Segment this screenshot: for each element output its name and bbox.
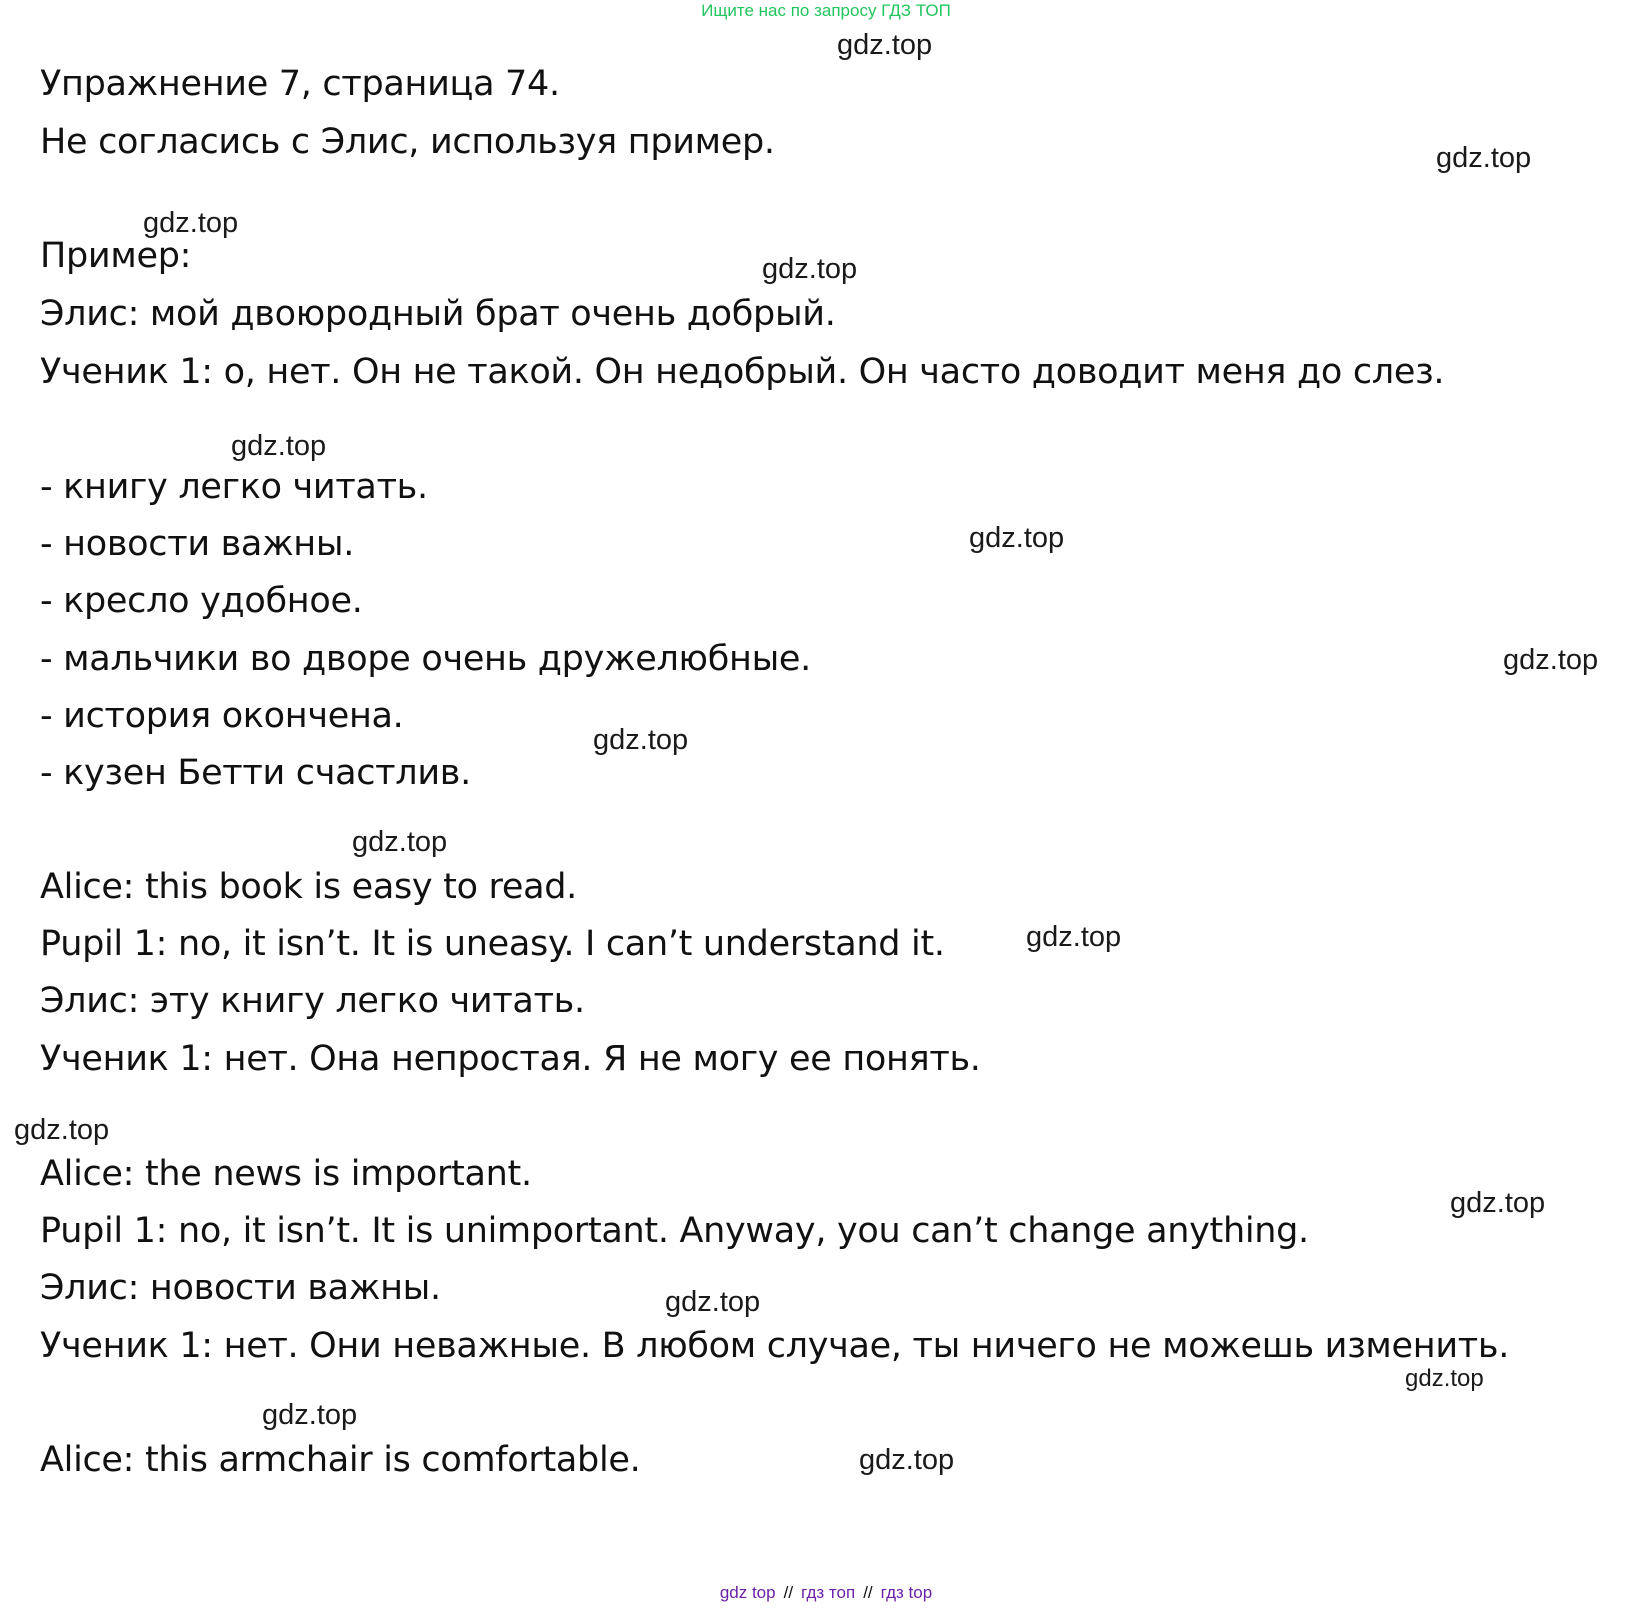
prompt-item: - книгу легко читать.	[40, 467, 428, 507]
example-line: Ученик 1: о, нет. Он не такой. Он недобрый. Он часто доводит меня до слез.	[40, 352, 1445, 392]
watermark: gdz.top	[1405, 1365, 1484, 1392]
search-hint-banner: Ищите нас по запросу ГДЗ ТОП	[701, 1, 951, 20]
watermark: gdz.top	[1450, 1187, 1546, 1219]
watermark: gdz.top	[969, 522, 1065, 554]
watermark: gdz.top	[1026, 921, 1122, 953]
watermark: gdz.top	[143, 207, 239, 239]
answer-line: Ученик 1: нет. Они неважные. В любом случае, ты ничего не можешь изменить.	[40, 1326, 1510, 1366]
watermark: gdz.top	[231, 430, 327, 462]
prompt-item: - кузен Бетти счастлив.	[40, 753, 471, 793]
watermark: gdz.top	[1436, 142, 1532, 174]
example-label: Пример:	[40, 236, 192, 276]
answer-line: Ученик 1: нет. Она непростая. Я не могу ее понять.	[40, 1039, 981, 1079]
prompt-item: - кресло удобное.	[40, 581, 363, 621]
answer-line: Alice: this armchair is comfortable.	[40, 1440, 641, 1480]
answer-line: Alice: this book is easy to read.	[40, 867, 577, 907]
footer-separator: //	[863, 1583, 873, 1602]
watermark: gdz.top	[352, 826, 448, 858]
watermark: gdz.top	[762, 253, 858, 285]
footer-separator: //	[783, 1583, 794, 1602]
watermark: gdz.top	[262, 1399, 358, 1431]
answer-line: Pupil 1: no, it isn’t. It is unimportant. Anyway, you can’t change anything.	[40, 1211, 1309, 1251]
footer-link[interactable]: gdz top	[719, 1583, 776, 1602]
prompt-item: - мальчики во дворе очень дружелюбные.	[40, 639, 811, 679]
footer-link[interactable]: гдз top	[880, 1583, 933, 1602]
answer-line: Элис: эту книгу легко читать.	[40, 981, 585, 1021]
exercise-title: Упражнение 7, страница 74.	[40, 64, 560, 104]
exercise-instruction: Не согласись с Элис, используя пример.	[40, 122, 775, 162]
watermark: gdz.top	[665, 1286, 761, 1318]
watermark: gdz.top	[837, 29, 933, 61]
watermark: gdz.top	[1503, 644, 1599, 676]
answer-line: Элис: новости важны.	[40, 1268, 441, 1308]
footer-links	[0, 1583, 1652, 1603]
footer-link[interactable]: гдз топ	[801, 1583, 856, 1602]
example-line: Элис: мой двоюродный брат очень добрый.	[40, 294, 836, 334]
answer-line: Pupil 1: no, it isn’t. It is uneasy. I can’t understand it.	[40, 924, 945, 964]
answer-line: Alice: the news is important.	[40, 1154, 532, 1194]
prompt-item: - новости важны.	[40, 524, 355, 564]
watermark: gdz.top	[14, 1114, 110, 1146]
prompt-item: - история окончена.	[40, 696, 404, 736]
watermark: gdz.top	[859, 1444, 955, 1476]
watermark: gdz.top	[593, 724, 689, 756]
